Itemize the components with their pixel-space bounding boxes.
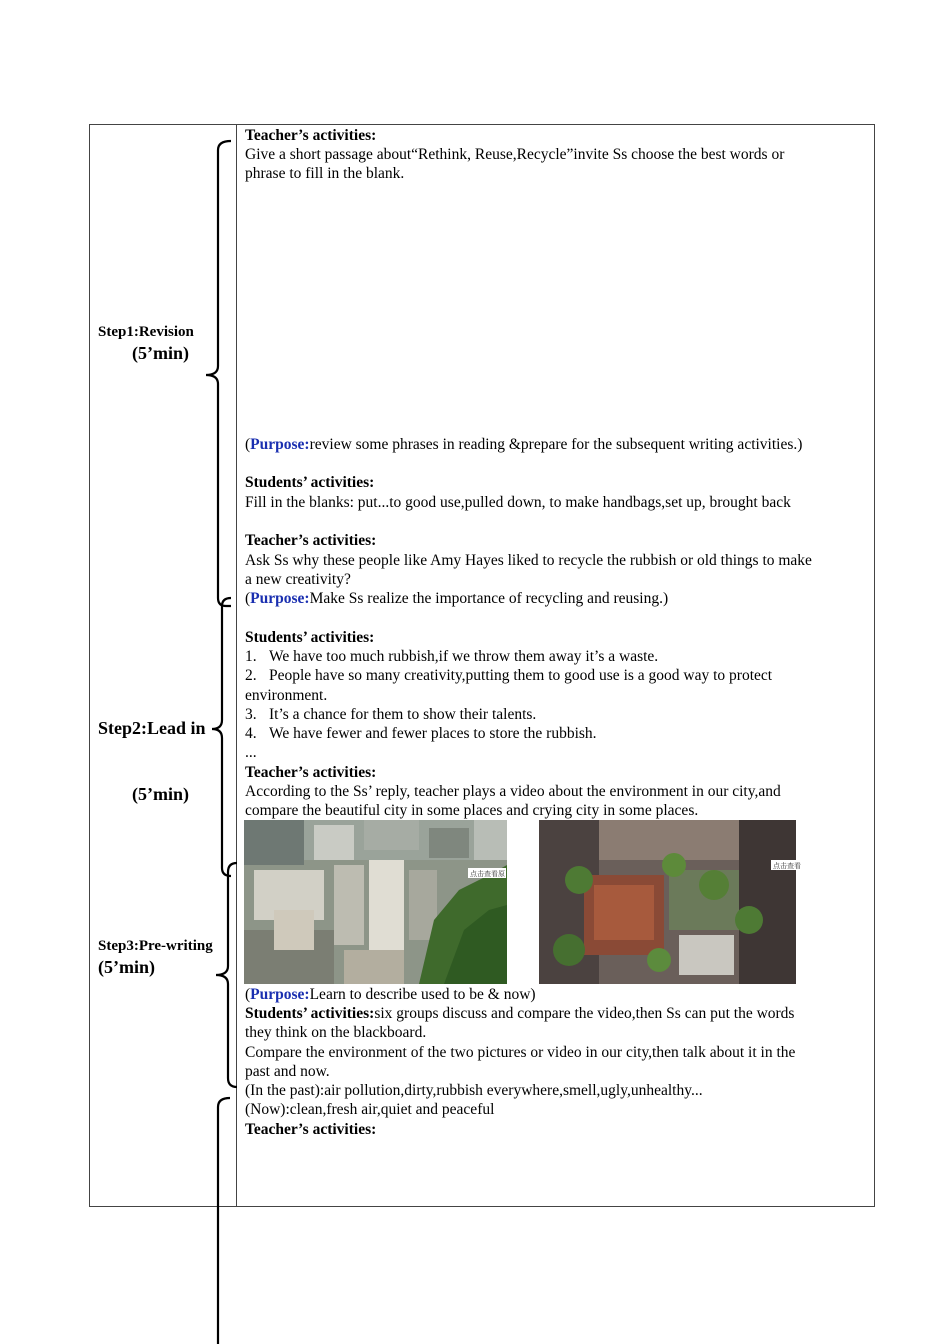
polluted-city-photo: [244, 820, 507, 984]
step1-time: (5’min): [132, 343, 189, 363]
compare-line1: Compare the environment of the two pictures or video in our city,then talk about it in the: [245, 1044, 796, 1061]
photo1-caption: 点击查看原: [470, 870, 505, 878]
teacher-heading-1: Teacher’s activities:: [245, 127, 377, 144]
block1-line2: phrase to fill in the blank.: [245, 165, 405, 182]
now-line: (Now):clean,fresh air,quiet and peaceful: [245, 1101, 495, 1118]
students-line-3: Students’ activities:six groups discuss and compare the video,then Ss can put the words: [245, 1005, 795, 1022]
list-item: 1. We have too much rubbish,if we throw them away it’s a waste.: [245, 648, 659, 665]
ellipsis: ...: [245, 744, 257, 761]
purpose-label: Purpose:: [250, 590, 310, 607]
list-item: 2. People have so many creativity,putting them to good use is a good way to protect: [245, 667, 773, 684]
block2-line1: Ask Ss why these people like Amy Hayes liked to recycle the rubbish or old things to make: [245, 552, 812, 569]
step2-title: Step2:Lead in: [98, 718, 206, 738]
purpose-line-2: (Purpose:Make Ss realize the importance of recycling and reusing.): [245, 590, 669, 607]
green-city-photo: [539, 820, 801, 984]
block3-line1: According to the Ss’ reply, teacher plays a video about the environment in our city,and: [245, 783, 781, 800]
list-item-continuation: environment.: [245, 687, 328, 704]
step2-bracket: [212, 598, 231, 876]
purpose-label: Purpose:: [250, 436, 310, 453]
teacher-heading-3: Teacher’s activities:: [245, 764, 377, 781]
step1-bracket: [206, 141, 231, 606]
teacher-heading-4: Teacher’s activities:: [245, 1121, 377, 1138]
students-text-1: Fill in the blanks: put...to good use,pulled down, to make handbags,set up, brought back: [245, 494, 791, 511]
students-heading-3: Students’ activities:: [245, 1005, 375, 1022]
step3-title: Step3:Pre-writing: [98, 938, 213, 954]
purpose-line-3: (Purpose:Learn to describe used to be & now): [245, 986, 536, 1003]
block2-line2: a new creativity?: [245, 571, 351, 588]
block3-line2: compare the beautiful city in some places and crying city in some places.: [245, 802, 699, 819]
step3-bracket: [216, 863, 237, 1087]
compare-line2: past and now.: [245, 1063, 330, 1080]
students-line-3b: they think on the blackboard.: [245, 1024, 427, 1041]
purpose-line-1: (Purpose:review some phrases in reading &prepare for the subsequent writing activities.): [245, 436, 803, 453]
list-item: 3. It’s a chance for them to show their talents.: [245, 706, 537, 723]
students-heading-1: Students’ activities:: [245, 474, 375, 491]
past-line: (In the past):air pollution,dirty,rubbish everywhere,smell,ugly,unhealthy...: [245, 1082, 703, 1099]
step1-title: Step1:Revision: [98, 324, 194, 340]
purpose-label: Purpose:: [250, 986, 310, 1003]
students-heading-2: Students’ activities:: [245, 629, 375, 646]
photo2-caption: 点击查看: [773, 862, 801, 870]
step4-bracket: [218, 1098, 230, 1344]
list-item: 4. We have fewer and fewer places to store the rubbish.: [245, 725, 597, 742]
step2-time: (5’min): [132, 784, 189, 804]
block1-line1: Give a short passage about“Rethink, Reuse,Recycle”invite Ss choose the best words or: [245, 146, 785, 163]
teacher-heading-2: Teacher’s activities:: [245, 532, 377, 549]
step3-time: (5’min): [98, 957, 155, 977]
